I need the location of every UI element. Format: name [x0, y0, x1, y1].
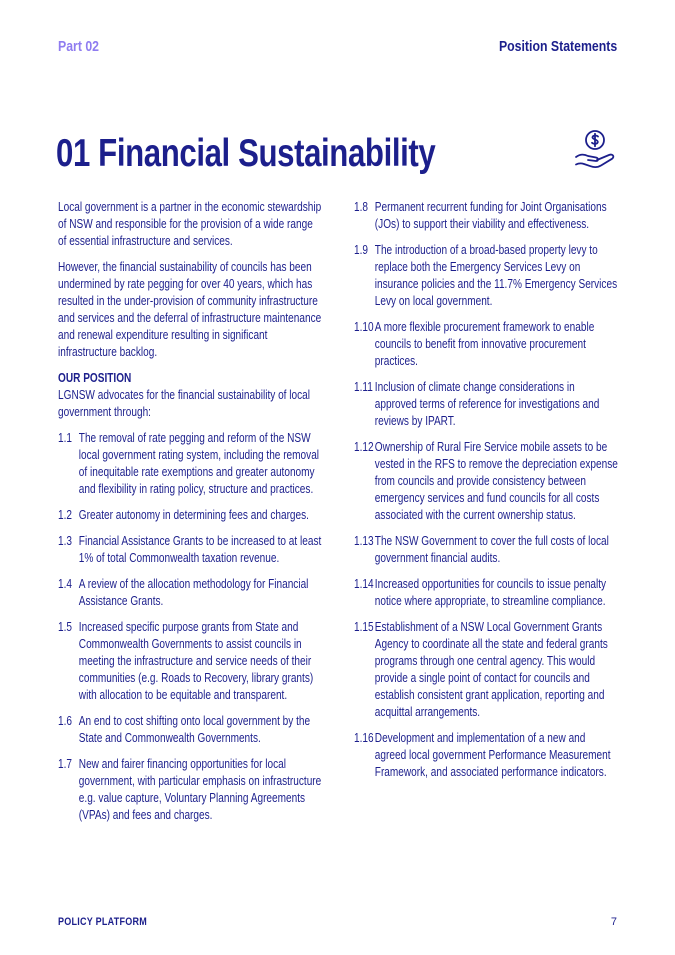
list-item: [58, 430, 322, 498]
list-item: [58, 756, 322, 824]
page-number: 7: [610, 916, 617, 928]
item-number: 1.6: [58, 714, 73, 728]
list-item: [354, 439, 618, 524]
item-text: Increased specific purpose grants from State and Commonwealth Governments to assist councils in meeting the infrastructure and service needs of their communities (e.g. Roads to Recovery, library grants) with allocation to be equitable and transparent.: [78, 620, 314, 702]
right-column: [354, 199, 618, 790]
item-text: New and fairer financing opportunities for local government, with particular emphasis on infrastructure e.g. value capture, Voluntary Planning Agreements (VPAs) and fees and charges.: [78, 757, 322, 822]
item-text: Financial Assistance Grants to be increased to at least 1% of total Commonwealth taxation revenue.: [78, 534, 322, 565]
item-number: 1.10: [354, 320, 374, 334]
item-number: 1.9: [354, 243, 369, 257]
item-text: A more flexible procurement framework to enable councils to benefit from innovative procurement practices.: [374, 320, 595, 368]
item-number: 1.11: [354, 380, 373, 394]
list-item: [354, 242, 618, 310]
item-number: 1.15: [354, 620, 374, 634]
position-heading: OUR POSITION: [58, 371, 132, 385]
list-item: [354, 379, 618, 430]
money-hand-icon: [573, 128, 619, 172]
list-item: [58, 576, 322, 610]
item-text: Establishment of a NSW Local Government Grants Agency to coordinate all the state and federal grants programs through one central agency. This would provide a single point of contact for councils and establish consistent grant application, reporting and acquittal arrangements.: [374, 620, 608, 719]
header-section-label: Position Statements: [498, 38, 617, 55]
item-text: Greater autonomy in determining fees and charges.: [78, 508, 309, 522]
item-number: 1.12: [354, 440, 374, 454]
item-number: 1.4: [58, 577, 73, 591]
item-text: A review of the allocation methodology for Financial Assistance Grants.: [78, 577, 309, 608]
item-text: The introduction of a broad-based property levy to replace both the Emergency Services Levy on insurance policies and the 11.7% Emergency Services Levy on local government.: [374, 243, 618, 308]
footer-label: POLICY PLATFORM: [58, 916, 148, 928]
header-part-label: Part 02: [58, 38, 100, 55]
item-number: 1.2: [58, 508, 73, 522]
item-number: 1.5: [58, 620, 73, 634]
item-number: 1.14: [354, 577, 374, 591]
list-item: [354, 619, 618, 721]
item-text: An end to cost shifting onto local government by the State and Commonwealth Governments.: [78, 714, 311, 745]
item-number: 1.8: [354, 200, 369, 214]
intro-paragraph: However, the financial sustainability of councils has been undermined by rate pegging for over 40 years, which has resulted in the under-provision of community infrastructure and services and the deferral of infrastructure maintenance and renewal expenditure resulting in significant infrastructure backlog.: [58, 260, 322, 359]
list-item: [354, 730, 618, 781]
left-column: [58, 199, 322, 833]
list-item: [58, 713, 322, 747]
list-item: [354, 199, 618, 233]
item-text: Inclusion of climate change considerations in approved terms of reference for investigations and reviews by IPART.: [374, 380, 600, 428]
item-number: 1.1: [58, 431, 73, 445]
list-item: [354, 319, 618, 370]
item-text: Ownership of Rural Fire Service mobile assets to be vested in the RFS to remove the depreciation expense from councils and provide consistency between emergency services and fund councils for all costs associated with the current ownership status.: [374, 440, 618, 522]
item-text: Development and implementation of a new and agreed local government Performance Measurement Framework, and associated performance indicators.: [374, 731, 611, 779]
item-text: Permanent recurrent funding for Joint Organisations (JOs) to support their viability and effectiveness.: [374, 200, 607, 231]
item-number: 1.16: [354, 731, 374, 745]
item-number: 1.13: [354, 534, 374, 548]
list-item: [58, 507, 322, 524]
item-number: 1.3: [58, 534, 73, 548]
item-text: The NSW Government to cover the full costs of local government financial audits.: [374, 534, 609, 565]
page-title: 01 Financial Sustainability: [56, 132, 436, 175]
item-text: The removal of rate pegging and reform of the NSW local government rating system, including the removal of inequitable rate exemptions and greater autonomy and flexibility in rating policy, structure and practices.: [78, 431, 320, 496]
list-item: [354, 576, 618, 610]
intro-paragraph: Local government is a partner in the economic stewardship of NSW and responsible for the provision of a wide range of essential infrastructure and services.: [58, 200, 322, 248]
item-text: Increased opportunities for councils to issue penalty notice where appropriate, to streamline compliance.: [374, 577, 607, 608]
list-item: [58, 533, 322, 567]
list-item: [58, 619, 322, 704]
list-item: [354, 533, 618, 567]
item-number: 1.7: [58, 757, 73, 771]
position-intro: LGNSW advocates for the financial sustainability of local government through:: [58, 388, 310, 419]
